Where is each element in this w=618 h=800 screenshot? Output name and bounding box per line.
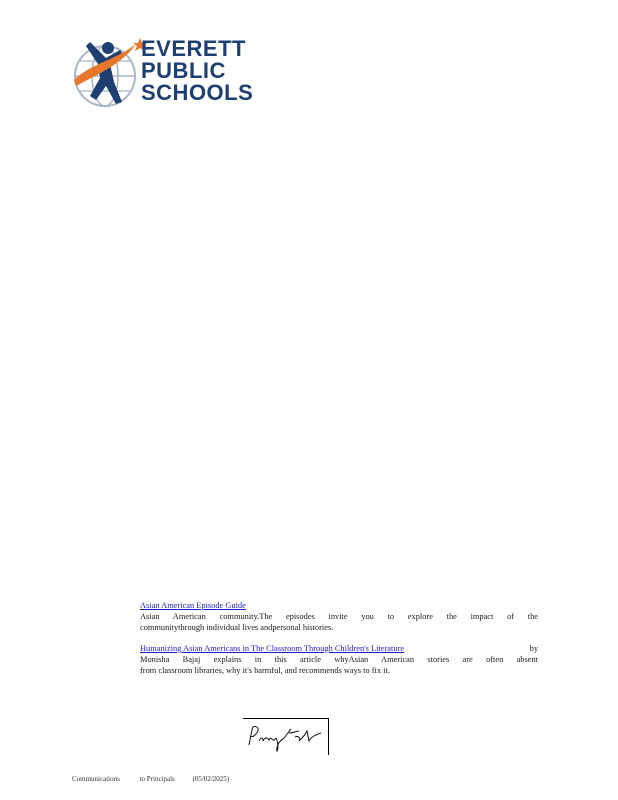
logo-line-1: EVERETT <box>141 36 246 61</box>
footer-part-2: to Principals <box>139 775 175 783</box>
resource-description: communitythrough individual lives andpersonal histories. <box>140 623 334 632</box>
resource-description: from classroom libraries, why it's harmful, and recommends ways to fix it. <box>140 666 390 675</box>
page-footer <box>72 775 229 783</box>
resource-item <box>140 643 538 676</box>
logo-line-3: SCHOOLS <box>141 80 254 105</box>
episode-guide-link[interactable]: Asian American Episode Guide <box>140 601 246 610</box>
link-suffix: by <box>529 644 538 653</box>
logo-line-2: PUBLIC <box>141 58 226 83</box>
resource-item <box>140 600 538 633</box>
resource-description: Asian American community.The episodes invite you to explore the impact of the <box>140 612 538 621</box>
footer-part-1: Communications <box>72 775 120 783</box>
footer-part-3: (05/02/2025) <box>192 775 230 783</box>
logo-wordmark <box>141 38 253 104</box>
signature-icon <box>243 719 328 755</box>
resource-description: Monisha Bajaj explains in this article whyAsian American stories are often absent <box>140 655 538 664</box>
humanizing-article-link[interactable]: Humanizing Asian Americans in The Classroom Through Children's Literature <box>140 644 405 653</box>
resource-list <box>140 600 538 676</box>
signature-box <box>243 718 329 755</box>
